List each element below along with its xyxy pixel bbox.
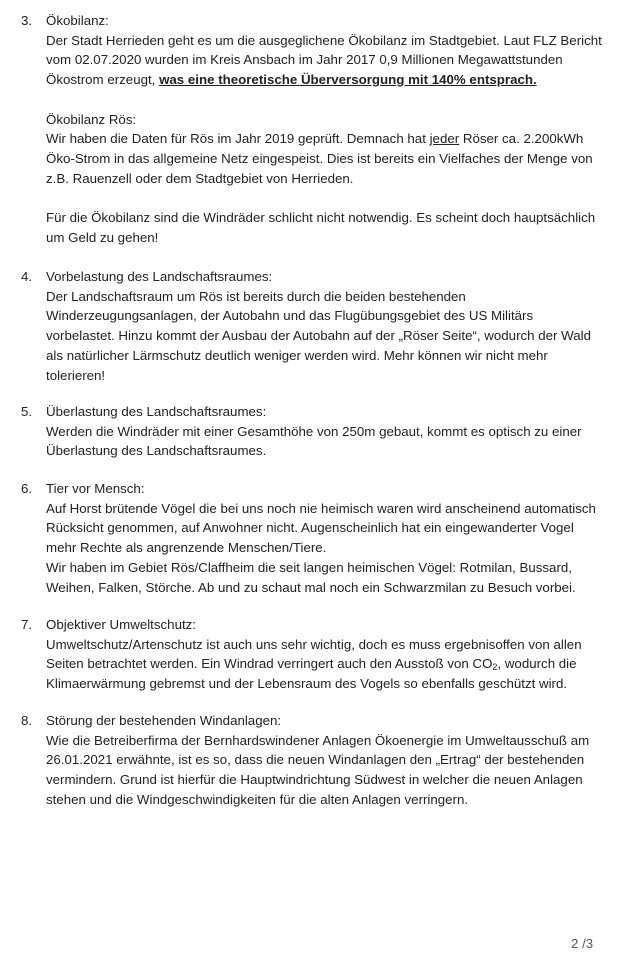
paragraph-line: Umweltschutz/Artenschutz ist auch uns sehr wichtig, doch es muss ergebnisoffen von allen — [46, 636, 582, 652]
paragraph-line: z.B. Rauenzell oder dem Stadtgebiet von Herrieden. — [46, 170, 354, 186]
text-run: Röser ca. 2.200kWh — [459, 131, 584, 147]
section-number: 8. — [21, 713, 33, 728]
paragraph-line: Winderzeugungsanlagen, der Autobahn und das Flugübungsgebiet des US Militärs — [46, 308, 534, 324]
paragraph-line: Der Landschaftsraum um Rös ist bereits durch die beiden bestehenden — [46, 288, 466, 304]
paragraph-line: Werden die Windräder mit einer Gesamthöhe von 250m gebaut, kommt es optisch zu einer — [46, 423, 582, 439]
paragraph-line — [46, 70, 606, 90]
paragraph-line: Auf Horst brütende Vögel die bei uns noch nie heimisch waren wird anscheinend automatisch — [46, 500, 596, 516]
section-title: Vorbelastung des Landschaftsraumes: — [46, 269, 273, 284]
paragraph-line: Öko-Strom in das allgemeine Netz eingespeist. Dies ist bereits ein Vielfaches der Menge von — [46, 150, 593, 166]
page-number: 2 /3 — [571, 936, 594, 951]
section-body — [46, 402, 606, 461]
section-body — [46, 11, 606, 247]
section-body — [46, 267, 606, 385]
text-run: Ökostrom erzeugt, — [46, 72, 160, 88]
paragraph-line: Klimaerwärmung gebremst und der Lebensraum des Vogels so ebenfalls geschützt wird. — [46, 676, 568, 692]
section-title: Ökobilanz: — [46, 13, 109, 28]
paragraph-line: als natürlicher Lärmschutz deutlich weniger werden wird. Mehr können wir nicht mehr — [46, 347, 548, 363]
paragraph-line: 26.01.2021 erwähnte, ist es so, dass die neuen Windanlagen den „Ertrag“ der bestehenden — [46, 752, 585, 768]
paragraph-line: Wir haben im Gebiet Rös/Claffheim die seit langen heimischen Vögel: Rotmilan, Bussard, — [46, 559, 572, 575]
section-body — [46, 615, 606, 694]
text-run: Wir haben die Daten für Rös im Jahr 2019 geprüft. Demnach hat — [46, 131, 430, 147]
section-title: Störung der bestehenden Windanlagen: — [46, 713, 282, 728]
section-body — [46, 479, 606, 597]
section-number: 4. — [21, 269, 33, 284]
paragraph-line: Weihen, Falken, Störche. Ab und zu schaut mal noch ein Schwarzmilan zu Besuch vorbei. — [46, 579, 576, 595]
paragraph-line: mehr Rechte als angrenzende Menschen/Tiere. — [46, 540, 327, 556]
section-number: 7. — [21, 617, 33, 632]
paragraph-line — [46, 654, 606, 674]
section-title: Tier vor Mensch: — [46, 481, 145, 496]
paragraph-line: vom 02.07.2020 wurden im Kreis Ansbach im Jahr 2017 0,9 Millionen Megawattstunden — [46, 52, 563, 68]
section-number: 3. — [21, 13, 33, 28]
paragraph-line: vermindern. Grund ist hierfür die Hauptwindrichtung Südwest in welcher die neuen Anlagen — [46, 772, 583, 788]
paragraph-line: Rücksicht genommen, auf Anwohner nicht. Augenscheinlich hat ein eingewanderter Vogel — [46, 520, 574, 536]
paragraph-line: Für die Ökobilanz sind die Windräder schlicht nicht notwendig. Es scheint doch hauptsächlich — [46, 210, 596, 225]
paragraph-line: tolerieren! — [46, 367, 106, 383]
paragraph-line: Überlastung des Landschaftsraumes. — [46, 443, 267, 459]
section-title: Objektiver Umweltschutz: — [46, 617, 196, 632]
paragraph-line — [46, 129, 606, 149]
paragraph-line: Der Stadt Herrieden geht es um die ausgeglichene Ökobilanz im Stadtgebiet. Laut FLZ Bericht — [46, 32, 602, 48]
text-run: Seiten betrachtet werden. Ein Windrad verringert auch den Ausstoß von CO — [46, 656, 493, 672]
paragraph-line: Wie die Betreiberfirma der Bernhardswindener Anlagen Ökoenergie im Umweltausschuß am — [46, 732, 590, 748]
underlined-word: jeder — [429, 131, 460, 147]
subsection-title: Ökobilanz Rös: — [46, 111, 137, 127]
section-number: 6. — [21, 481, 33, 496]
text-run: , wodurch die — [497, 656, 577, 672]
paragraph-line: um Geld zu gehen! — [46, 229, 159, 245]
subscript-two: 2 — [492, 662, 498, 673]
paragraph-line: stehen und die Windgeschwindigkeiten für die alten Anlagen verringern. — [46, 791, 469, 807]
section-body — [46, 711, 606, 810]
section-title: Überlastung des Landschaftsraumes: — [46, 404, 267, 419]
underlined-emphasis: was eine theoretische Überversorgung mit 140% entsprach. — [159, 72, 537, 88]
paragraph-line: vorbelastet. Hinzu kommt der Ausbau der Autobahn auf der „Röser Seite“, wodurch der Wald — [46, 328, 591, 344]
section-number: 5. — [21, 404, 33, 419]
